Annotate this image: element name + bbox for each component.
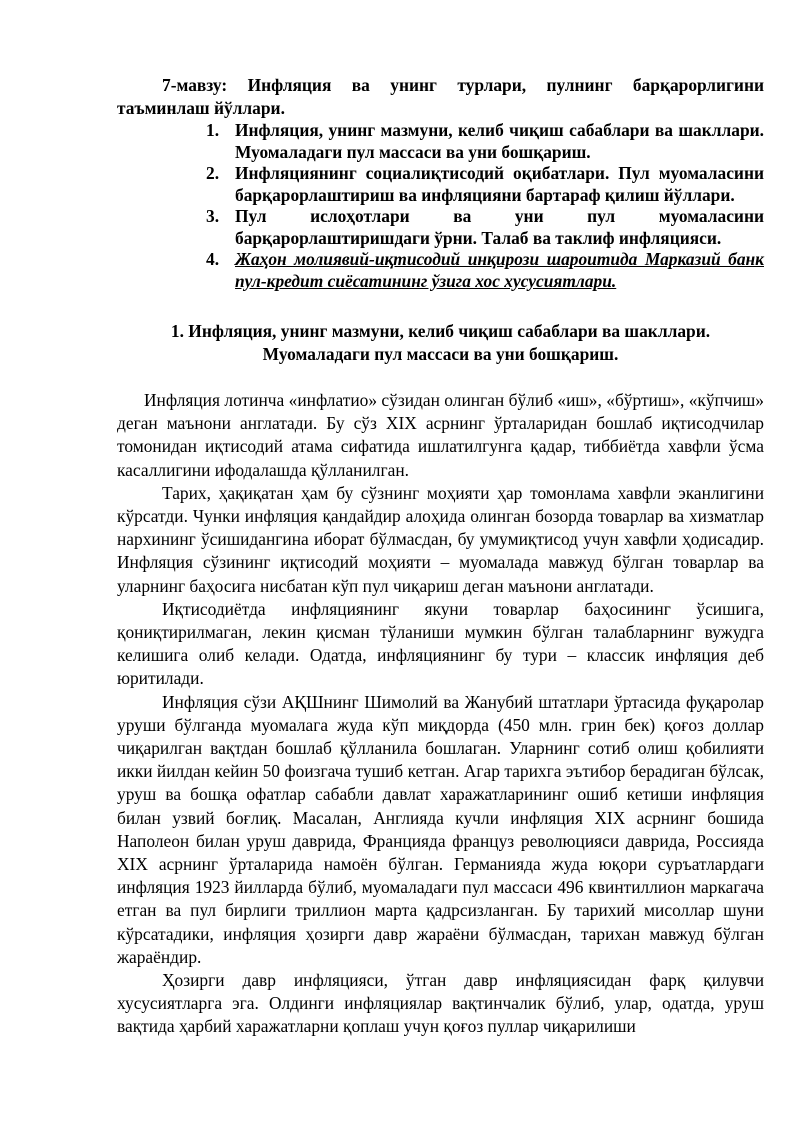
- body-paragraph: Иқтисодиётда инфляциянинг якуни товарлар баҳосининг ўсишига, қониқтирилмаган, лекин қисман тўланиши мумкин бўлган талабларнинг вужудга келишига олиб келади. Одатда, инфляциянинг бу тури – классик инфляция деб юритилади.: [117, 598, 764, 689]
- topic-title: 7-мавзу: Инфляция ва унинг турлари, пулнинг барқарорлигини таъминлаш йўллари.: [117, 75, 764, 118]
- plan-item-text: Инфляциянинг социалиқтисодий оқибатлари. Пул муомаласини барқарорлаштириш ва инфляцияни бартараф қилиш йўллари.: [235, 163, 764, 205]
- body-paragraph: Инфляция лотинча «инфлатио» сўзидан олинган бўлиб «иш», «бўртиш», «кўпчиш» деган маънони англатади. Бу сўз XIX асрнинг ўрталаридан бошлаб иқтисодчилар томонидан иқтисодий атама сифатида ишлатилгунга қадар, тиббиётда хавфли ўсма касаллигини ифодалашда қўлланилган.: [117, 390, 764, 480]
- body-paragraph: Ҳозирги давр инфляцияси, ўтган давр инфляциясидан фарқ қилувчи хусусиятларга эга. Олдинги инфляциялар вақтинчалик бўлиб, улар, одатда, уруш вақтида ҳарбий харажатларни қоплаш учун қоғоз пуллар чиқарилиши: [117, 970, 764, 1037]
- plan-item: [206, 120, 764, 163]
- plan-item: [206, 206, 764, 249]
- section-heading-line: Муомаладаги пул массаси ва уни бошқариш.: [262, 344, 619, 364]
- document-page: [117, 74, 764, 1039]
- body-paragraph: Инфляция сўзи АҚШнинг Шимолий ва Жанубий штатлари ўртасида фуқаролар уруши бўлганда муомалага жуда кўп миқдорда (450 млн. грин бек) қоғоз доллар чиқарилган вақтдан бошлаб қўлланила бошлаган. Уларнинг сотиб олиш қобилияти икки йилдан кейин 50 фоизгача тушиб кетган. Агар тарихга эътибор берадиган бўлсак, уруш ва бошқа офатлар сабабли давлат харажатларининг ошиб кетиши инфляция билан узвий боғлиқ. Масалан, Англияда кучли инфляция XIX асрнинг бошида Наполеон билан уруш даврида, Францияда француз революцияси даврида, Россияда XIX асрнинг ўрталарида намоён бўлган. Германияда жуда юқори суръатлардаги инфляция 1923 йилларда бўлиб, муомаладаги пул массаси 496 квинтиллион маркагача етган ва пул бирлиги триллион марта қадрсизланган. Бу тарихий мисоллар шуни кўрсатадики, инфляция ҳозирги давр жараёни бўлмасдан, тарихан мавжуд бўлган жараёндир.: [117, 691, 764, 967]
- section-heading: [117, 320, 764, 366]
- section-heading-line: 1. Инфляция, унинг мазмуни, келиб чиқиш сабаблари ва шакллари.: [170, 321, 711, 341]
- body-text: [117, 389, 764, 1039]
- plan-item: [206, 249, 764, 292]
- plan-item-number: 1.: [206, 120, 220, 140]
- plan-item-text: Пул ислоҳотлари ва уни пул муомаласини барқарорлаштиришдаги ўрни. Талаб ва таклиф инфляцияси.: [235, 206, 764, 248]
- plan-item-number: 3.: [206, 206, 220, 226]
- topic-plan-list: [206, 120, 764, 292]
- plan-item-text-emphasized: Жаҳон молиявий-иқтисодий инқирози шароитида Марказий банк пул-кредит сиёсатининг ўзига хос хусусиятлари.: [235, 249, 764, 291]
- body-paragraph: Тарих, ҳақиқатан ҳам бу сўзнинг моҳияти ҳар томонлама хавфли эканлигини кўрсатди. Чунки инфляция қандайдир алоҳида олинган бозорда товарлар ва хизматлар нархининг ўсишидангина иборат бўлмасдан, бу умумиқтисод учун хавфли ҳодисадир. Инфляция сўзининг иқтисодий моҳияти – муомалада мавжуд бўлган товарлар ва уларнинг баҳосига нисбатан кўп пул чиқариш деган маънони англатади.: [117, 482, 764, 596]
- plan-item-number: 2.: [206, 163, 220, 183]
- plan-item: [206, 163, 764, 206]
- plan-item-number: 4.: [206, 249, 220, 269]
- plan-item-text: Инфляция, унинг мазмуни, келиб чиқиш сабаблари ва шакллари. Муомаладаги пул массаси ва уни бошқариш.: [235, 120, 764, 162]
